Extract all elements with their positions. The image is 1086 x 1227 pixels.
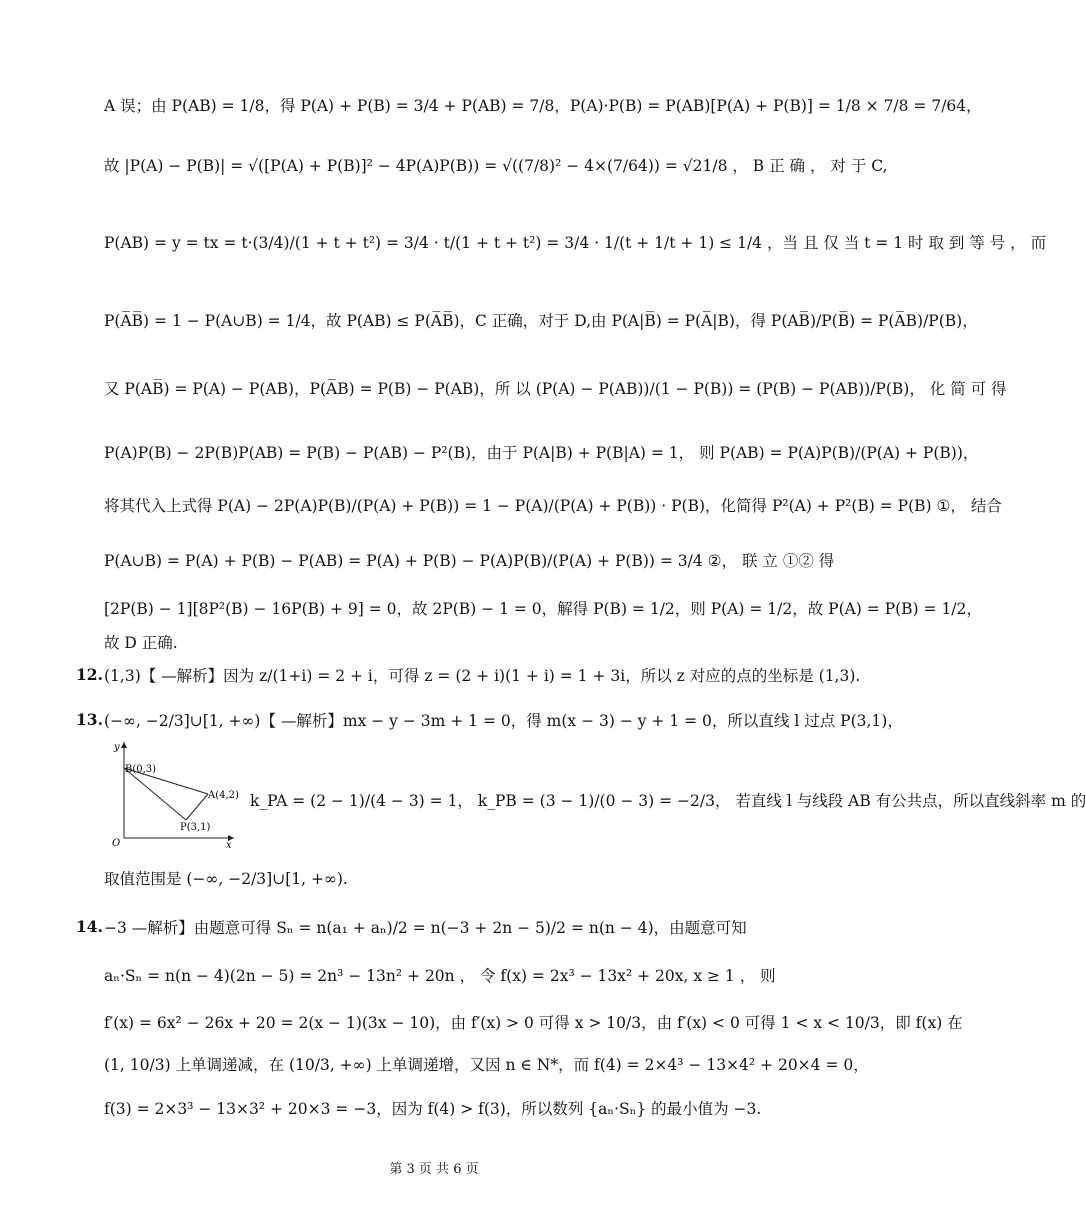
question-14-line-4: (1, 10/3) 上单调递减，在 (10/3, +∞) 上单调递增，又因 n ∈ N*，而 f(4) = 2×4³ − 13×4² + 20×4 = 0， (104, 1056, 869, 1074)
page-footer: 第 3 页 共 6 页 (389, 1162, 479, 1177)
solution-line-8: P(A∪B) = P(A) + P(B) − P(AB) = P(A) + P(B) − P(A)P(B)/(P(A) + P(B)) = 3/4 ②， 联 立 ①② 得 (104, 552, 835, 570)
question-13-text: (−∞, −2/3]∪[1, +∞)【 —解析】mx − y − 3m + 1 = 0，得 m(x − 3) − y + 1 = 0，所以直线 l 过点 P(3,1)， (104, 712, 903, 730)
question-12-number: 12. (76, 665, 103, 684)
question-13-text-3: 取值范围是 (−∞, −2/3]∪[1, +∞). (104, 870, 348, 888)
solution-line-3: P(AB) = y = tx = t·(3/4)/(1 + t + t²) = 3/4 · t/(1 + t + t²) = 3/4 · 1/(t + 1/t + 1) ≤ 1/4 ，当 且 仅 当 t = 1 时 取 到 等 号 ， 而 (104, 234, 1047, 252)
label-a: A(4,2) (208, 790, 239, 801)
solution-line-9: [2P(B) − 1][8P²(B) − 16P(B) + 9] = 0，故 2P(B) − 1 = 0，解得 P(B) = 1/2，则 P(A) = 1/2，故 P(A) = P(B) = 1/2， (104, 600, 982, 618)
question-14-line-2: aₙ·Sₙ = n(n − 4)(2n − 5) = 2n³ − 13n² + 20n ， 令 f(x) = 2x³ − 13x² + 20x, x ≥ 1 ， 则 (104, 967, 776, 985)
coordinate-graph (110, 738, 240, 851)
solution-line-5: 又 P(AB̅) = P(A) − P(AB)，P(A̅B) = P(B) − P(AB)，所 以 (P(A) − P(AB))/(1 − P(B)) = (P(B) − P(AB))/P(B)， 化 简 可 得 (104, 380, 1007, 398)
question-13-number: 13. (76, 710, 103, 729)
question-14-line-3: f′(x) = 6x² − 26x + 20 = 2(x − 1)(3x − 10)，由 f′(x) > 0 可得 x > 10/3，由 f′(x) < 0 可得 1 < x < 10/3，即 f(x) 在 (104, 1014, 963, 1032)
question-14-line-1: −3 —解析】由题意可得 Sₙ = n(a₁ + aₙ)/2 = n(−3 + 2n − 5)/2 = n(n − 4)，由题意可知 (104, 919, 747, 937)
label-y: y (114, 742, 120, 753)
solution-line-6: P(A)P(B) − 2P(B)P(AB) = P(B) − P(AB) − P²(B)，由于 P(A|B) + P(B|A) = 1， 则 P(AB) = P(A)P(B)/(P(A) + P(B))， (104, 444, 979, 462)
question-13-text-2: k_PA = (2 − 1)/(4 − 3) = 1， k_PB = (3 − 1)/(0 − 3) = −2/3， 若直线 l 与线段 AB 有公共点，所以直线斜率 m 的 (250, 792, 1086, 810)
solution-line-1: A 误；由 P(AB) = 1/8，得 P(A) + P(B) = 3/4 + P(AB) = 7/8，P(A)·P(B) = P(AB)[P(A) + P(B)] = 1/8 × 7/8 = 7/64， (104, 97, 982, 115)
question-14-line-5: f(3) = 2×3³ − 13×3² + 20×3 = −3，因为 f(4) > f(3)，所以数列 {aₙ·Sₙ} 的最小值为 −3. (104, 1100, 762, 1118)
question-12-text: (1,3)【 —解析】因为 z/(1+i) = 2 + i，可得 z = (2 + i)(1 + i) = 1 + 3i，所以 z 对应的点的坐标是 (1,3). (104, 667, 861, 685)
label-x: x (226, 840, 232, 851)
question-14-number: 14. (76, 917, 103, 936)
solution-line-10: 故 D 正确. (104, 634, 178, 652)
label-p: P(3,1) (180, 822, 211, 833)
solution-line-7: 将其代入上式得 P(A) − 2P(A)P(B)/(P(A) + P(B)) = 1 − P(A)/(P(A) + P(B)) · P(B)，化简得 P²(A) + P²(B) = P(B) ①， 结合 (104, 497, 1002, 515)
solution-line-4: P(A̅B̅) = 1 − P(A∪B) = 1/4，故 P(AB) ≤ P(A̅B̅)，C 正确，对于 D,由 P(A|B̅) = P(A̅|B)，得 P(AB̅)/P(B̅) = P(A̅B)/P(B)， (104, 312, 978, 330)
solution-line-2: 故 |P(A) − P(B)| = √([P(A) + P(B)]² − 4P(A)P(B)) = √((7/8)² − 4×(7/64)) = √21/8 ， B 正 确 ， 对 于 C, (104, 157, 888, 175)
label-b: B(0,3) (125, 764, 157, 775)
label-o: O (112, 838, 121, 849)
